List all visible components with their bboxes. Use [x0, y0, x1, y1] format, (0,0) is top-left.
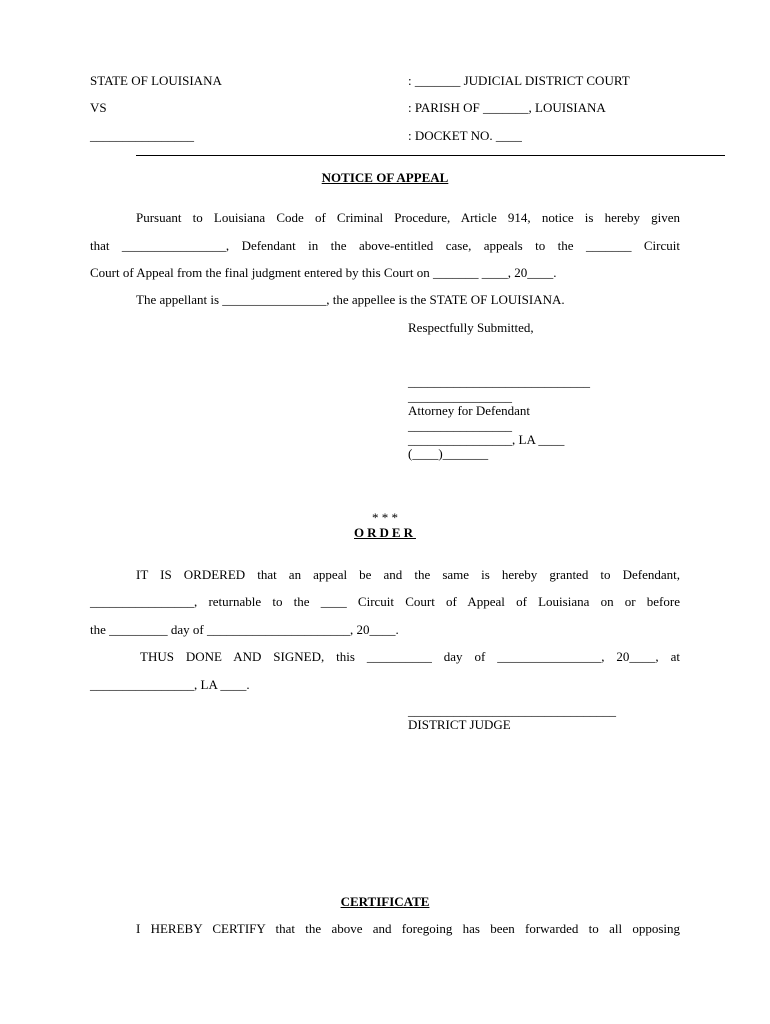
attorney-name-line: ________________	[408, 389, 512, 404]
caption-court: : _______ JUDICIAL DISTRICT COURT	[408, 73, 630, 88]
attorney-address-line: ________________	[408, 418, 512, 433]
notice-line-1: Pursuant to Louisiana Code of Criminal Procedure, Article 914, notice is hereby given	[136, 210, 680, 225]
attorney-phone-line: (____)_______	[408, 446, 489, 461]
order-title: ORDER	[354, 525, 416, 540]
respectfully-submitted: Respectfully Submitted,	[408, 320, 534, 335]
notice-line-2: that ________________, Defendant in the above-entitled case, appeals to the _______ Circuit	[90, 238, 680, 253]
notice-title: NOTICE OF APPEAL	[321, 170, 449, 185]
caption-state: STATE OF LOUISIANA	[90, 73, 222, 88]
certificate-line-1: I HEREBY CERTIFY that the above and foregoing has been forwarded to all opposing	[136, 921, 680, 936]
order-line-1: IT IS ORDERED that an appeal be and the same is hereby granted to Defendant,	[136, 567, 680, 582]
caption-defendant-blank: ________________	[90, 128, 194, 143]
order-line-4: THUS DONE AND SIGNED, this __________ day of ________________, 20____, at	[140, 649, 680, 664]
caption-divider	[136, 155, 725, 156]
signature-line: ____________________________	[408, 374, 590, 389]
order-line-5: ________________, LA ____.	[90, 677, 250, 692]
notice-line-4: The appellant is ________________, the appellee is the STATE OF LOUISIANA.	[136, 292, 565, 307]
attorney-city-line: ________________, LA ____	[408, 432, 565, 447]
attorney-for-defendant: Attorney for Defendant	[408, 403, 531, 418]
section-separator-stars: * * *	[372, 510, 398, 525]
notice-line-3: Court of Appeal from the final judgment entered by this Court on _______ ____, 20____.	[90, 265, 557, 280]
caption-parish: : PARISH OF _______, LOUISIANA	[408, 100, 606, 115]
certificate-title: CERTIFICATE	[340, 894, 430, 909]
order-line-3: the _________ day of ______________________, 20____.	[90, 622, 399, 637]
caption-docket: : DOCKET NO. ____	[408, 128, 522, 143]
district-judge-label: DISTRICT JUDGE	[408, 717, 511, 732]
caption-vs: VS	[90, 100, 107, 115]
judge-signature-line: ________________________________	[408, 703, 616, 718]
order-line-2: ________________, returnable to the ____ Circuit Court of Appeal of Louisiana on or before	[90, 594, 680, 609]
